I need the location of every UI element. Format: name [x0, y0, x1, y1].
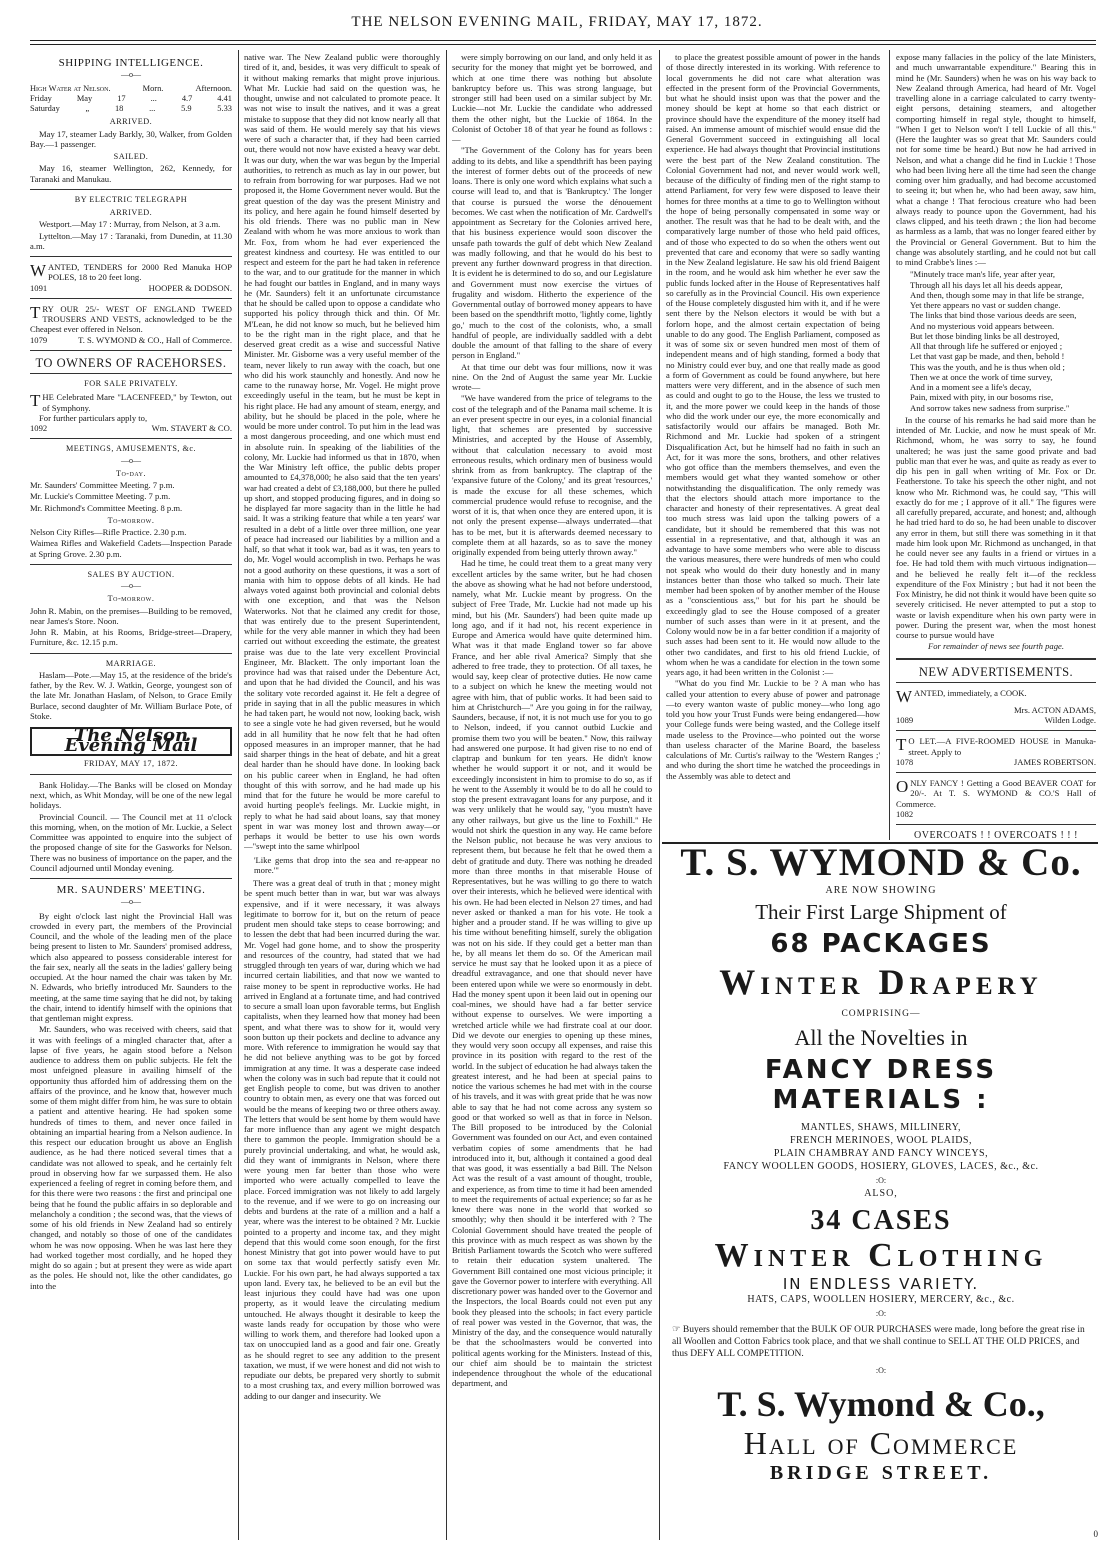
editorial-paragraph: Bank Holiday.—The Banks will be closed on Monday next, which, as Whit Monday, will be one of the new legal holidays. [30, 779, 232, 811]
report-paragraph: "What do you find Mr. Luckie to be ? A man who has called your attention to every abuse of power and patronage—to every wanton waste of public money—who long ago told you how your Trust Funds were being endangered—how your College funds were being wasted, and the College itself made useless to the Province—who pointed out the worse than useless character of the Marine Board, the baseless calculations of Mr. Curtis's railway to the 'Western Ranges ;' and who during the short time he watched the proceedings in the Assembly was able to detect and [666, 678, 880, 781]
merchandise-line: PLAIN CHAMBRAY AND FANCY WINCEYS, [773, 1148, 989, 1159]
verse-line: All that through life he suffered or enjoyed ; [910, 341, 1063, 351]
column-2 [244, 52, 440, 1537]
editorial-paragraph: Provincial Council. — The Council met at 11 o'clock this morning, when, on the motion of Mr. Luckie, a Select Committee was appointed to enquire into the subject of the proposed change of site for the Gasworks for Nelson. There was no business of importance on the paper, and the Council adjourned until Monday evening. [30, 811, 232, 873]
verse-line: Pain, mixed with pity, in our bosoms rise, [910, 392, 1054, 403]
new-ads-title: NEW ADVERTISEMENTS. [918, 664, 1074, 679]
divider [896, 730, 1096, 731]
verse-line: And then, though some may in that life be strange, [910, 289, 1084, 300]
report-paragraph: native war. The New Zealand public were thoroughly tired of it, and, besides, it was very difficult to speak of it without making remarks that might prove injurious. What Mr. Luckie had said on the question was, he thought, unwise and not calculated to promote peace. It was not wise to insult the natives, and it was a great mistake to suppose that they did not know nearly all that was said of them. He would merely say that his views were of such a character that, if they had been carried out, there would not now have existed a heavy war debt. It was our duty, when the war was begun by the Imperial authorities, to retrench as much as lay in our power, but to refrain from borrowing for war purposes. Had we not proposed it, the Home Government never would. But the great question of the day was the present Ministry and its policy, and here again he found himself deserted by his old friends. There was no public man in New Zealand with whom he was more anxious to work than Mr. Fox, from whom he had ever experienced the greatest kindness and courtesy. He was entitled to our respect and esteem for the part he had taken in reference to the war, and to our gratitude for the manner in which he had fought our battles in England, and in many ways he (Mr. Saunders) felt it an unfortunate circumstance that he should be called upon to oppose a candidate who supported his policy through thick and thin. Of Mr. M'Lean, he did not know so much, but he believed him to be the right man in the right place, and that he deserved great credit as a wise and successful Native Minister. Mr. Gisborne was a very useful member of the team, never likely to run away with the coach, but one who did his work staunchly and honestly. And now he came to the runaway horse, Mr. Vogel. He might prove exceedingly useful in the team, but he must be kept in his right place. He had any amount of steam, energy, and ability, but he should be placed in the pole, where he would be more under control. To put him in the lead was a most dangerous proceeding, and one which must end in absolute ruin. In speaking of the liabilities of the colony, Mr. Luckie had informed us that in 1870, when the War Ministry left office, the public debts proper amounted to £4,378,000; he also said that the ten years' war had created a debt of £3,188,000, but there he pulled up short, and stopped producing figures, and in doing so he displayed far more sagacity than in the little he had said. It was a striking feature that while a ten years' war resulted in a debt of a little over three million, one year of peace had increased our liabilities by a million and a half, so that what it took war, bad as it was, ten years to do, Mr. Vogel would accomplish in two. Perhaps he was not a good authority on these questions, it was a sort of mania with him to oppose debts of all kinds. He had always voted against both provincial and colonial debts with one exception, and that was the Nelson Waterworks. Not that he claimed any credit for those, that was entirely due to the present Superintendent, while for the very able manner in which they had been carried out without exceeding the estimate, the greatest praise was due to the late very excellent Provincial Engineer, Mr. Blackett. The only important loan the province had was that raised under the Debenture Act, and upon that he had divided the Council, and his was the solitary vote recorded against it. He felt a degree of pride in saying that in all the public measures in which he had taken part, he would not now, looking back, wish to see a single vote he had given reversed, but he would add in all humility that he now felt that he had often opposed measures in an improper manner, that he had said sharper things in the heat of debate, and hit a great deal harder than he should have done. In looking back on his public career when in England, he had often thought of this with sorrow, and he had made up his mind that for the future he would be more careful to avoid hurting people's feelings. Mr. Luckie might, in reply to what he had said about loans, say that money spent in war was money lost and thrown away—or perhaps it would be better to use his own words—"swept into the same whirlpool [244, 52, 440, 852]
tide-cell: 4.7 [181, 93, 193, 103]
verse-line: "Minutely trace man's life, year after year, [910, 269, 1056, 280]
wymond-name-footer: T. S. Wymond & Co., [717, 1384, 1045, 1424]
wymond-item-list [666, 1121, 1096, 1173]
verse-line: Through all his days let all his deeds appear, [910, 279, 1063, 290]
classified-ad [896, 688, 1096, 726]
meeting-item: Waimea Rifles and Wakefield Cadets—Inspection Parade at Spring Grove. 2.30 p.m. [30, 538, 232, 559]
ad-number: 1079 [30, 334, 48, 345]
ad-signature: JAMES ROBERTSON. [1013, 756, 1096, 767]
report-paragraph: "The Government of the Colony has for years been adding to its debts, and like a spendthrift has been paying the interest of former debts out of the proceeds of new loans. There is only one word which explains what such a course will lead to, and that is 'Bankruptcy.' The longer that course is pursued the worse the dénouement becomes. We cast when the notification of Mr. Cardwell's appointment as Secretary for the Colonies arrived here, that his business experience would soon discover the unsafe path towards the gulf of debt which New Zealand was madly following, and that he would do his best to prevent any further downward progress in that direction. It is evident he is determined to do so, and our Legislature and Government must now exercise the virtues of frugality and wisdom. Hitherto the experience of the Governmental outlay of borrowed money appears to have been based on the spendthrift motto, 'lightly come, lightly go,' much to the cost of the colonists, who, a small handful of people, are individually saddled with a debt double the amount of that falling to the share of every person in England." [452, 145, 652, 361]
newspaper-masthead: THE NELSON EVENING MAIL, FRIDAY, MAY 17, 1872. [351, 14, 763, 30]
verse-line: And no mysterious void appears between. [910, 320, 1055, 331]
telegraph-entry: Westport.—May 17 : Murray, from Nelson, at 3 a.m. [39, 219, 221, 230]
crabbe-verse [910, 269, 1096, 413]
report-column-5-b [896, 415, 1096, 641]
drop-cap: W [896, 686, 913, 706]
tide-row [30, 94, 232, 104]
merchandise-line: MANTLES, SHAWS, MILLINERY, [800, 1122, 962, 1133]
tide-row [30, 104, 232, 114]
quotation: 'Like gems that drop into the sea and re-appear no more.'" [254, 854, 440, 875]
arrived-entry: May 17, steamer Lady Barkly, 30, Walker, from Golden Bay.—1 passenger. [30, 128, 232, 149]
telegraph-entry: Lyttelton.—May 17 : Taranaki, from Dunedin, at 11.30 a.m. [30, 230, 232, 251]
merchandise-line: FANCY WOOLLEN GOODS, HOSIERY, GLOVES, LACES, &c., &c. [723, 1161, 1039, 1172]
tide-header: High Water at Nelson. Morn. Afternoon. [30, 83, 232, 93]
ad-text: O LET.—A FIVE-ROOMED HOUSE in Manuka-street. Apply to [908, 736, 1096, 757]
tide-table [30, 94, 232, 115]
verse-line: Yet there appears no vast or sudden change. [910, 300, 1061, 310]
ad-number: 1091 [30, 282, 48, 293]
meetings-today-list [30, 480, 232, 513]
classified-ads [30, 262, 232, 345]
report-column-5 [896, 52, 1096, 267]
paper-title: The Nelson Evening Mail [30, 727, 232, 756]
auction-title: SALES BY AUCTION. [87, 569, 175, 579]
column-5 [896, 52, 1096, 842]
ad-footer [896, 757, 1096, 767]
ad-text: NLY FANCY ! Getting a Good BEAVER COAT for 20/-. At T. S. WYMOND & CO.'S Hall of Commerce. [896, 778, 1096, 809]
ad-number: 1082 [896, 808, 914, 819]
meetings-tomorrow-list [30, 527, 232, 559]
auction-item: John R. Mabin, on the premises—Building to be removed, near James's Store. Noon. [30, 605, 232, 626]
tide-cell: 4.41 [217, 93, 232, 103]
ad-signature: Wilden Lodge. [1044, 715, 1096, 725]
ad-footer [30, 283, 232, 293]
report-paragraph: "We have wandered from the price of telegrams to the cost of the telegraph and of the Panama mail scheme. It is an ever present spectre in our eyes, in a colonial financial light, that schemes are presented by successive Ministries, and accepted by the House of Assembly, without that calculation necessary to avoid most erroneous results, which ordinary men of business would shrink from as from bankruptcy. The claptrap of the 'expansive future of the Colony,' and its great 'resources,' is made the excuse for all these schemes, which commercial prudence would refuse to recognise, and the worst of it is, that when once they are entered upon, it is not only the present expense—always underrated—that has to be met, but it is afterwards deemed necessary to complete them at all hazards, so as to save the money originally expended from being utterly thrown away." [452, 393, 652, 557]
column-4 [666, 52, 880, 842]
divider [896, 772, 1096, 773]
column-divider [889, 50, 890, 840]
classified-ad [896, 736, 1096, 767]
tide-cell: Saturday [30, 104, 60, 113]
tide-cell: 17 [117, 93, 126, 103]
ad-signature: T. S. WYMOND & CO., Hall of Commerce. [78, 334, 232, 345]
merchandise-line: FRENCH MERINOES, WOOL PLAIDS, [789, 1135, 972, 1146]
ad-number: 1089 [896, 715, 914, 725]
verse-line: But let those binding links be all destroyed, [910, 330, 1060, 341]
meeting-report [30, 911, 232, 1291]
drop-cap: W [30, 261, 47, 280]
meeting-item: Mr. Saunders' Committee Meeting. 7 p.m. [30, 480, 175, 490]
masthead-rule-lower [30, 44, 1096, 45]
tide-cell: Friday [30, 93, 52, 103]
tide-cell: „ [85, 104, 90, 113]
wymond-name: T. S. WYMOND & Co. [680, 841, 1082, 884]
ad-footer [896, 715, 1096, 725]
meeting-item: Nelson City Rifles—Rifle Practice. 2.30 p.m. [30, 527, 187, 537]
marriage-notice: Haslam—Pote.—May 15, at the residence of the bride's father, by the Rev. W. J. Watkin, George, youngest son of the late Mr. Jonathan Haslam, of Nelson, to Grace Emily Burlace, second daughter of Mr. William Burlace Pote, of Stoke. [30, 669, 232, 721]
report-continued [244, 52, 440, 852]
meetings-title: MEETINGS, AMUSEMENTS, &c. [65, 444, 197, 454]
report-paragraph: Had he time, he could treat them to a great many very excellent articles by the same writer, but he had chosen the above as showing what he had not before understood, namely, what Mr. Luckie meant by progress. On the subject of Free Trade, Mr. Luckie had not made up his mind, but his (Mr. Saunders') had been quite made up long ago, and if it had not, his recent experience in Europe and America would have quite determined him. What was it that made England tower so far above France, and her able rival America? Simply that she adhered to free trade, they to protection. Of all taxes, he would say, keep clear of protective duties. He now came to a subject on which he knew the meeting would not agree with him, that of public works. It had been said to him at Christchurch—" Are you going in for the railway, Saunders, because, if not, it is not much use for you to go to Nelson, indeed, if you cannot outbid Luckie and promise them two you will be beaten." Now, this railway had answered one purpose. It had given rise to no end of claptrap and bunkum for ten years. He didn't know whether he would support it or not, and it would be exceedingly inconsistent in him to promise to do so, as if he went to the Assembly it would be to do all he could to stop the present extravagant loans for any purpose, and it was very unlikely that he would say, "you mustn't have any other railways, but give us the line to Foxhill." He would not shirk the question in any way. He came before the Nelson public, not because he was very anxious to represent them, but because he felt that he owed them a debt of gratitude and duty. There was nothing he dreaded more than three months in that miserable House of Representatives, but he was willing to go there to watch over their interests, which he believed were identical with his own. He had been elected in Nelson 27 times, and had never asked or thanked a man for his vote. He took a higher and a prouder stand. If he was willing to give up his time without benefiting himself, surely the obligation was not on his side. If they could get a better man than he, by all means let them do so. Of the American mail service he must say that he looked upon it as a piece of dreadful extravagance, and one that should never have been entered upon while we were so enormously in debt. Had the money spent upon it been laid out in opening our coal-mines, we should have had a far better service without expense to ourselves. We were importing a wretched article while we had firstrate coal at our door. Did we devote our energies to opening up these mines, they would very soon occupy all expenses, and raise this province in its position with regard to the rest of the world. In the subject of education he had always taken the greatest interest, and he had been at special pains to notice the various schemes he had met with in the course of his travels, and it was with great pride that he was now able to say that he had not come across any system so good or that worked so well as that in force in Nelson. The Bill proposed to be introduced by the Colonial Government was founded on our Act, and even contained verbatim copies of some amendments that he had introduced into it, but, although it contained a good deal that was good, it was essentially a bad Bill. The Nelson Act was the result of a vast amount of thought, trouble, and experience, as from time to time it had been amended to meet the requirements of actual experience; so far as he knew there was none in the world that worked so smoothly; why then should it be interfered with ? The Colonial Government should have treated the people of this province with as much respect as was shown by the British Parliament towards the Scotch who were suffered to retain their education system unaltered. The Government Bill contained one most vicious principle; it gave the Governor power to interfere with everything. All discretionary power was handed over to the Governor and the Inspectors, the local Boards could not even put any book they pleased into the schools; in fact every particle of real power was vested in the Governor, that was, the Ministry of the day, and the consequence would naturally be that the schoolmasters would be converted into political agents working for the Ministers. Instead of this, our chief aim should be to maintain the strictest independence throughout the whole of the educational department, and [452, 558, 652, 1389]
ad-footer [30, 335, 232, 345]
meeting-title: MR. SAUNDERS' MEETING. [56, 884, 206, 896]
classified-ad [896, 778, 1096, 819]
ad-footer [896, 809, 1096, 819]
column-divider [659, 50, 660, 1540]
remainder-note: For remainder of news see fourth page. [928, 641, 1064, 652]
report-paragraph: were simply borrowing on our land, and only held it as security for the money that might yet be borrowed, and which at one time there was nothing but absolute bankruptcy before us. This was strong language, but stronger still had been used on a similar subject by Mr. Luckie—not Mr. Luckie the candidate who addressed them the other night, but the Luckie of 1864. In the Colonist of October 18 of that year he found as follows :— [452, 52, 652, 144]
wymond-drapery-ad: T. S. WYMOND & Co. ARE NOW SHOWING Their First Large Shipment of 68 PACKAGES Winter Drapery COMPRISING— All the Novelties in FANCY DRESS MATERIALS : MANTLES, SHAWS, MILLINERY, FRENCH MERINOES, WOOL PLAIDS, PLAIN CHAMBRAY AND FANCY WINCEYS, FANCY WOOLLEN GOODS, HOSIERY, GLOVES, LACES, &c., &c. :O: ALSO, 34 CASES Winter Clothing IN ENDLESS VARIETY. HATS, CAPS, WOOLLEN HOSIERY, MERCERY, &c., &c. :O: ☞ Buyers should remember that the BULK OF OUR PURCHASES were made, long before the great rise in all Woollen and Cotton Fabrics took place, and that we shall continue to SELL AT THE OLD PRICES, and thus DEFY ALL COMPETITION. :O: T. S. Wymond & Co., Hall of Commerce BRIDGE STREET. [666, 838, 1096, 1528]
divider [896, 824, 1096, 825]
verse-line: And in a moment see a life's decay, [910, 382, 1032, 392]
tide-cell: 5.9 [181, 104, 192, 113]
date-line: FRIDAY, MAY 17, 1872. [83, 758, 179, 768]
column-divider [446, 50, 447, 1540]
marriage-title: MARRIAGE. [105, 658, 157, 668]
verse-line: The links that bind those various deeds are seen, [910, 310, 1077, 321]
ad-text: ANTED, TENDERS for 2000 Red Manuka HOP POLES, 18 to 20 feet long. [48, 262, 232, 283]
telegraph-title: BY ELECTRIC TELEGRAPH [74, 194, 188, 204]
report-paragraph: There was a great deal of truth in that ; money might be spent much better than in war, but war was always expensive, and if it were necessary, it was always legitimate to borrow for it, but on the return of peace prudent men should take steps to cease borrowing; and to lessen the debt that had been incurred during the war. Mr. Vogel had gone home, and to show the prosperity and resources of the country, had stated that we had struggled through ten years of war, during which we had incurred certain liabilities, and that now we wanted to raise money to be spent in reproductive works. He had arrived in England at a fortunate time, and had contrived to secure a small loan upon favorable terms, but English capitalists, when they learned how that money had been spent, and what there was to show for it, would very soon button up their pockets and decline to advance any more. With reference to immigration he would say that he did not believe anything was to be got by forced immigration at any time. It was a desperate case indeed when the colony was in such bad repute that it could not get English people to come, but was driven to another country to obtain men, as every one that was forced out would be the means of keeping two or three others away. The letters that would be sent home by them would have far more influence than any agent we might despatch there to gammon the people. Immigration should be a purely provincial undertaking, and what, he would ask, did they want of immigrants in Nelson, where there were young men far better than those who were imported who were actually compelled to leave the place. Forced immigration was not likely to add largely to the revenue, and if we were to go on increasing our debts and burdens at the rate of a million and a half a year, where was the interest to be obtained ? Mr. Luckie pointed to a property and income tax, and they might depend that this would come soon enough, for the first honest Ministry that got into power would have to put on some tax that would perfectly satisfy even Mr. Luckie. For his own part, he had always supported a tax upon land. Every tax, he believed to be an evil but the least injurious they could have had was one upon property, as it would leave the circulating medium untouched. He always thought it desirable to keep the waste lands ready for occupation by those who were willing to work them, and therefore had looked upon a tax on unoccupied land as a good and fair one. Greatly as he should regret to see any addition to the present taxation, we must, if we were honest and did not wish to repudiate our debts, be prepared very shortly to submit to a most crushing tax, and every million borrowed was adding to our danger and insecurity. We [244, 878, 440, 1401]
divider [30, 298, 232, 299]
sailed-entry: May 16, steamer Wellington, 262, Kennedy, for Taranaki and Manukau. [30, 163, 232, 184]
report-paragraph: expose many fallacies in the policy of the late Ministers, and much unwarrantable expenditure." Bearing this in mind he (Mr. Saunders) when he was on his way back to New Zealand through America, had heard of Mr. Vogel travelling alone in a carriage calculated to carry twenty-eight persons, detaining steamers, and altogether comporting himself in regal style, thought to himself, "When I get to Nelson won't I tell Luckie of all this." (Here the laughter was so great that Mr. Saunders could not for some time be heard.) But now he had arrived in Nelson, and what a change did he find in Luckie ! Those who had been living here all the time had seen the change coming over him gradually, and had become accustomed to seeing it; but when he, who had been away, saw him, what a change ! That ferocious creature who had been always ready to pounce upon the Government, had his claws clipped, and his teeth drawn ; the lion had become as harmless as a lamb, that was no longer feared either by the Provincial or General Government. But to him the change was absolutely startling, and he could not but call to mind Crabbe's lines :— [896, 52, 1096, 267]
classified-ad [30, 262, 232, 293]
ad-number: 1078 [896, 756, 914, 767]
column-1: SHIPPING INTELLIGENCE. —o— High Water at Nelson. Morn. Afternoon. Friday May 17 ... 4.7 4.41 Saturday „ 18 ... 5.9 5.33 ARRIVED. May 17, steamer Lady Barkly, 30, Walker, from Golden Bay.—1 passenger. SAILED. May 16, steamer Wellington, 262, Kennedy, for Taranaki and Manukau. BY ELECTRIC TELEGRAPH ARRIVED. Westport.—May 17 : Murray, from Nelson, at 3 a.m. Lyttelton.—May 17 : Taranaki, from Dunedin, at 11.30 a.m. WANTED, TENDERS for 2000 Red Manuka HOP POLES, 18 to 20 feet long. 1091 HOOPER & DODSON. TRY OUR 25/- WEST OF ENGLAND TWEED TROUSERS AND VESTS, acknowledged to be the Cheapest ever offered in Nelson. 1079 T. S. WYMOND & CO., Hall of Commerce. TO OWNERS OF RACEHORSES. FOR SALE PRIVATELY. T HE Celebrated Mare "LACENFEED," by Tewton, out of Symphony. For further particulars apply to, 1092 Wm. STAVERT & CO. MEETINGS, AMUSEMENTS, &c. —o— To-day. Mr. Saunders' Committee Meeting. 7 p.m. Mr. Luckie's Committee Meeting. 7 p.m. Mr. Richmond's Committee Meeting. 8 p.m. To-morrow. Nelson City Rifles—Rifle Practice. 2.30 p.m. Waimea Rifles and Wakefield Cadets—Inspection Parade at Spring Grove. 2.30 p.m. SALES BY AUCTION. —o— To-morrow. John R. Mabin, on the premises—Building to be removed, near James's Store. Noon. John R. Mabin, at his Rooms, Bridge-street—Drapery, Furniture, &c. 12.15 p.m. MARRIAGE. Haslam—Pote.—May 15, at the residence of the bride's father, by the Rev. W. J. Watkin, George, youngest son of the late Mr. Jonathan Haslam, of Nelson, to Grace Emily Burlace, second daughter of Mr. William Burlace Pote, of Stoke. The Nelson Evening Mail FRIDAY, MAY 17, 1872. Bank Holiday.—The Banks will be closed on Monday next, which, as Whit Monday, will be one of the new legal holidays. Provincial Council. — The Council met at 11 o'clock this morning, when, on the motion of Mr. Luckie, a Select Committee was appointed to enquire into the subject of the proposed change of site for the Gasworks for Nelson. There was no business of importance on the paper, and the Council adjourned until Monday evening. MR. SAUNDERS' MEETING. —o— By eight o'clock last night the Provincial Hall was crowded in every part, the members of the Provincial Council, and the whole of the leading men of the place being present to listen to Mr. Saunders' promised address, which also appeared to possess considerable interest for the fair sex, nearly all the seats in the ladies' gallery being occupied. At the hour named the chair was taken by Mr. N. Edwards, who briefly introduced Mr. Saunders to the meeting, at the same time saying that he did not, by taking the chair, intend to identify himself with the opinions that that gentleman might express. Mr. Saunders, who was received with cheers, said that it was with feelings of a mingled character that, after a lapse of five years, he again stood before a Nelson audience to address them on public subjects. He felt the most unfeigned pleasure in availing himself of the opportunity thus afforded him of addressing them on the affairs of the province, and he know that, however much some of them might differ from him, he was sure to obtain a patient and attentive hearing. He had spoken some hundreds of times to them, and never once failed in obtaining an impartial hearing from a Nelson audience. In this respect our education brought us above an English audience, as he had there noticed several times that a candidate was not allowed to speak, and he certainly felt proud in observing how far we surpassed them. He also experienced a feeling of regret in coming before them, and for this there were two reasons : the first and principal one being that he found the public affairs in so deplorable and melancholy a condition ; the second was, that the views of some of his old friends in New Zealand had so entirely changed, and notably so those of one of the candidates whom he was now opposing. When he was last here they had worked together most cordially, and he hoped they might do so again ; but at present they were as wide apart as the poles. He should not, like the other candidates, go into the [30, 57, 232, 1291]
report-paragraph: At that time our debt was four millions, now it was nine. On the 2nd of August the same year Mr. Luckie wrote— [452, 361, 652, 392]
report-paragraph: to place the greatest possible amount of power in the hands of those directly interested in its working. With reference to local governments he did not care what alteration was effected in the present form of the Provincial Governments, but what he should insist upon was that the power and the money should be kept at home so that each district or province should have the expenditure of the money itself had raised. An immense amount of mischief would ensue did the General Government succeed in extinguishing all local experience. He had always thought that Provincial institutions were the best part of the New Zealand constitution. The Colonial Government had not, and never would work well, because of the difficulty of finding men of the right stamp to attend Parliament, for very few were disposed to leave their homes for three months at a time to go to Wellington without the hope of being personally compensated in some way or another. The result was that he had to be dealt with, and the comparatively large number of those who held paid offices, and of those who expected to do so when the others went out prevented that care and economy that were so sadly wanting in the New Zealand legislature. He saw his old friend Baigent in the room, and he would ask him whether he ever saw the public funds locked after in the House of Representatives half so carefully as in the Provincial Council. His own experience of the House completely disgusted him with it, and if he were sent there by the Nelson electors it would be with but a forlorn hope, and the almost certain expectation of being unable to do any good. The English Parliament, composed as it was of some six or seven hundred men most of them of independent means and of high standing, formed a body that no Ministry could ever buy, and one that really made as good a form of Government as could be found anywhere, but here matters were very different, and in the absence of such men as could and ought to go to the House, the less we trusted to it, and the more power we could keep in the hands of those who did the work under our eye, the more economically and satisfactorily would our affairs be managed. Both Mr. Richmond and Mr. Luckie had spoken of a stringent Disqualification Act, but he himself had no faith in such an Act, for it was more the sons, brothers, and other relatives who got office than the members themselves, and even the members would get what they wanted somehow or other notwithstanding the disqualification. The only remedy was that the electors should attach more importance to the character and honesty of their representatives. A great deal too much stress was laid upon the talking powers of a candidate, but it should be remembered that this was not essential in a representative, and that, although it was an advantage to have some members who were able to discuss the various measures, there were hundreds of men who could not speak who would do their duty honestly and in many instances better than those who talked so much. Their late member had been spoken of by another member of the House as a "conscientious ass," but for his part he should be exceedingly glad to see the House composed of a greater number of such asses than were in it at present, and the Colony would now be in a far better condition if a majority of such asses had been sent to it. He would now allude to the other two candidates, and first to his old friend Luckie, of whom when he was a candidate for election in the town some years ago, it had been written in the Colonist :— [666, 52, 880, 677]
report-paragraph: In the course of his remarks he had said more than he intended of Mr. Luckie, and now he must speak of Mr. Richmond, whom, he was sorry to say, he found unaltered; he was just the same good private and bad public man that ever he was, and quite as ready as ever to dip his pen in gall when writing of Mr. Fox or Dr. Featherstone. To take his speech the other night, and not know who Mr. Richmond was, he could say, "This will exactly do for me ; I approve of it all." The figures were all carefully prepared, accurate, and honest; and, although he had tried hard to do so, he had been unable to discover any error in them, but still there was something in it that made him look upon Mr. Richmond as unchanged, in that he could never see any faults in a friend or virtues in a foe. He had told them with much virtuous indignation—and he believed he really felt it—of the reckless expenditure of the Fox Ministry ; but had it not been the Fox Ministry, he did not think it would have been quite so severely criticised. He never attempted to put a stop to waste or lavish expenditure when his own party were in power. During the present war, when the most honest course to pursue would have [896, 414, 1096, 640]
verse-line: Let that vast gap be made, and then, behold ! [910, 351, 1065, 362]
ad-line: Mrs. ACTON ADAMS, [1014, 704, 1096, 715]
ad-signature: HOOPER & DODSON. [148, 282, 232, 293]
tide-cell: May [76, 93, 93, 103]
drop-cap: T [896, 735, 907, 755]
racehorse-ad: T HE Celebrated Mare "LACENFEED," by Tewton, out of Symphony. For further particulars apply to, 1092 Wm. STAVERT & CO. [30, 391, 232, 433]
column-divider [238, 50, 239, 1540]
drop-cap: O [896, 777, 909, 796]
verse-line: This was the youth, and he is thus when old ; [910, 361, 1065, 372]
classified-ad [30, 304, 232, 345]
auction-list [30, 606, 232, 648]
meeting-item: Mr. Luckie's Committee Meeting. 7 p.m. [30, 491, 171, 502]
masthead-rule [30, 40, 1096, 41]
auction-item: John R. Mabin, at his Rooms, Bridge-street—Drapery, Furniture, &c. 12.15 p.m. [30, 627, 232, 648]
new-ads-list [896, 688, 1096, 825]
shipping-title: SHIPPING INTELLIGENCE. [58, 57, 204, 69]
drop-cap: T [30, 302, 41, 322]
report-column-4 [666, 52, 880, 781]
tide-cell: ... [149, 104, 156, 113]
report-continued-b [244, 878, 440, 1401]
overcoats-title: OVERCOATS ! ! OVERCOATS ! ! ! [914, 830, 1078, 841]
verse-line: Then we at once the work of time survey, [910, 371, 1053, 382]
buyers-notice: ☞ Buyers should remember that the BULK OF OUR PURCHASES were made, long before the great rise in all Woollen and Cotton Fabrics took place, and that we shall continue to SELL AT THE OLD PRICES, and thus DEFY ALL COMPETITION. [672, 1325, 1085, 1359]
page-corner-mark: 0 [1093, 1529, 1098, 1539]
report-paragraph: Mr. Saunders, who was received with cheers, said that it was with feelings of a mingled character that, after a lapse of five years, he again stood before a Nelson audience to address them on public subjects. He felt the most unfeigned pleasure in availing himself of the opportunity thus afforded him of addressing them on the affairs of the province, and he know that, however much some of them might differ from him, he was sure to obtain a patient and attentive hearing. He had spoken some hundreds of times to them, and never once failed in obtaining an impartial hearing from a Nelson audience. In this respect our education brought us above an English audience, as he had there noticed several times that a candidate was not allowed to speak, and he certainly felt proud in observing how far we surpassed them. He also experienced a feeling of regret in coming before them, and for this there were two reasons : the first and principal one being that he found the public affairs in so deplorable and melancholy a condition ; the second was, that the views of some of his old friends in New Zealand had so entirely changed, and notably so those of one of the candidates whom he was now opposing. When he was last here they had worked together most cordially, and he hoped they might do so again ; but at present they were as wide apart as the poles. He should not, like the other candidates, go into the [30, 1024, 232, 1291]
editorial-notes [30, 780, 232, 873]
ad-text: RY OUR 25/- WEST OF ENGLAND TWEED TROUSERS AND VESTS, acknowledged to be the Cheapest ever offered in Nelson. [30, 303, 232, 335]
tide-cell: 5.33 [217, 104, 232, 113]
meeting-item: Mr. Richmond's Committee Meeting. 8 p.m. [30, 502, 183, 513]
tide-cell: ... [150, 93, 157, 103]
report-paragraph: By eight o'clock last night the Provincial Hall was crowded in every part, the members of the Provincial Council, and the whole of the leading men of the place being present to listen to Mr. Saunders' promised address, which also appeared to possess considerable interest for the fair sex, nearly all the seats in the ladies' gallery being occupied. At the hour named the chair was taken by Mr. N. Edwards, who briefly introduced Mr. Saunders to the meeting, at the same time saying that he did not, by taking the chair, intend to identify himself with the opinions that that gentleman might express. [30, 910, 232, 1023]
racehorses-title: TO OWNERS OF RACEHORSES. [35, 355, 227, 370]
tide-cell: 18 [114, 104, 124, 113]
report-column-3 [452, 52, 652, 1389]
verse-line: And sorrow takes new sadness from surprise." [910, 402, 1070, 413]
ad-text: ANTED, immediately, a COOK. [914, 687, 1027, 698]
column-3 [452, 52, 652, 1537]
